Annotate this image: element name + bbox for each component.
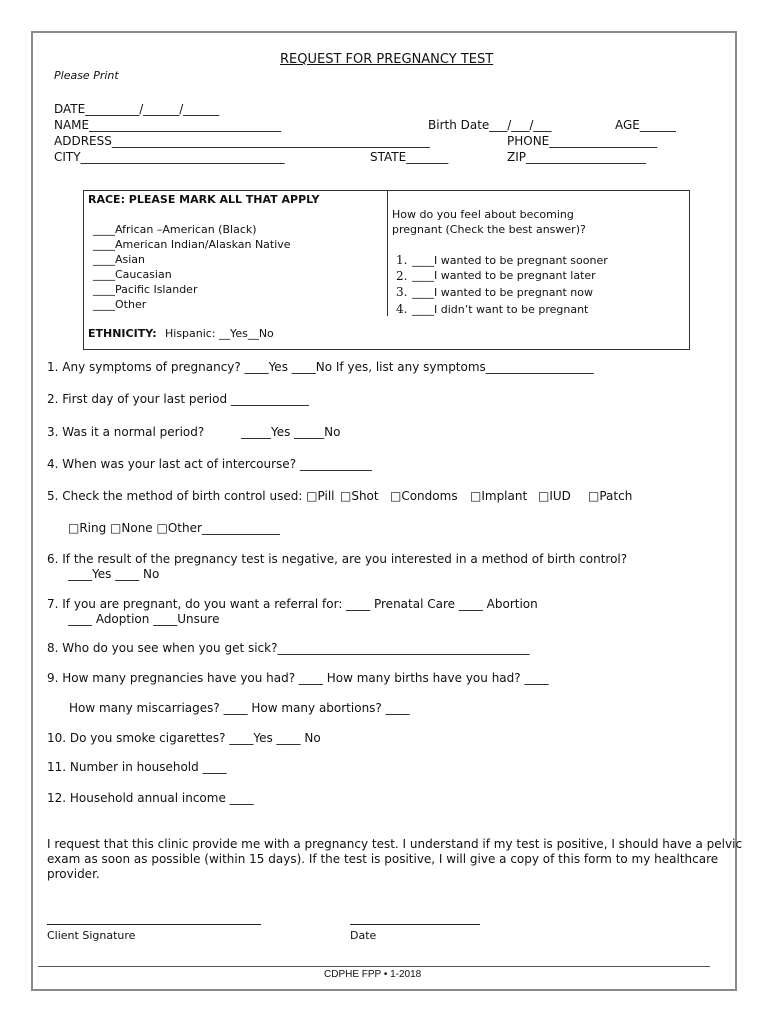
feel-option-number: 4. xyxy=(396,302,408,316)
question-income[interactable]: 12. Household annual income ____ xyxy=(47,791,254,805)
please-print-note: Please Print xyxy=(54,69,119,82)
race-heading: RACE: PLEASE MARK ALL THAT APPLY xyxy=(88,193,320,206)
question-referral[interactable]: 7. If you are pregnant, do you want a referral for: ____ Prenatal Care ____ Abortion xyxy=(47,597,538,611)
question-normal-period: 3. Was it a normal period? xyxy=(47,425,205,439)
race-option-american-indian[interactable]: ____American Indian/Alaskan Native xyxy=(93,238,291,251)
phone-field[interactable]: PHONE__________________ xyxy=(507,134,658,148)
city-field[interactable]: CITY__________________________________ xyxy=(54,150,285,164)
state-field[interactable]: STATE_______ xyxy=(370,150,449,164)
race-option-other[interactable]: ____Other xyxy=(93,298,147,311)
feel-option-later[interactable]: ____I wanted to be pregnant later xyxy=(412,269,596,282)
question-birth-control[interactable]: 5. Check the method of birth control used: □Pill xyxy=(47,489,335,503)
question-birth-control-interest: 6. If the result of the pregnancy test is negative, are you interested in a method of birth control? xyxy=(47,552,628,566)
question-miscarriages-abortions[interactable]: How many miscarriages? ____ How many abortions? ____ xyxy=(69,701,410,715)
question-household[interactable]: 11. Number in household ____ xyxy=(47,760,227,774)
question-normal-period-answer[interactable]: _____Yes _____No xyxy=(241,425,341,439)
address-field[interactable]: ADDRESS_____________________________________________________ xyxy=(54,134,430,148)
race-option-pacific-islander[interactable]: ____Pacific Islander xyxy=(93,283,198,296)
signature-date-label: Date xyxy=(350,929,377,942)
birth-control-implant[interactable]: □Implant xyxy=(470,489,528,503)
form-title: REQUEST FOR PREGNANCY TEST xyxy=(280,52,494,67)
client-signature-label: Client Signature xyxy=(47,929,136,942)
birth-control-condoms[interactable]: □Condoms xyxy=(390,489,458,503)
birth-date-field[interactable]: Birth Date___/___/___ xyxy=(428,118,552,132)
footer-code: CDPHE FPP • 1-2018 xyxy=(324,969,422,980)
question-symptoms[interactable]: 1. Any symptoms of pregnancy? ____Yes ____No If yes, list any symptoms__________________ xyxy=(47,360,594,374)
signature-date-line[interactable] xyxy=(350,924,480,925)
client-signature-line[interactable] xyxy=(47,924,261,925)
birth-control-iud[interactable]: □IUD xyxy=(538,489,571,503)
feel-option-number: 2. xyxy=(396,269,408,283)
race-option-caucasian[interactable]: ____Caucasian xyxy=(93,268,172,281)
zip-field[interactable]: ZIP____________________ xyxy=(507,150,646,164)
age-field[interactable]: AGE______ xyxy=(615,118,676,132)
consent-line1: I request that this clinic provide me with a pregnancy test. I understand if my test is positive, I should have a pelvic xyxy=(47,837,743,851)
ethnicity-label: ETHNICITY: xyxy=(88,327,157,340)
name-field[interactable]: NAME________________________________ xyxy=(54,118,282,132)
referral-more[interactable]: ____ Adoption ____Unsure xyxy=(68,612,220,626)
question-smoke[interactable]: 10. Do you smoke cigarettes? ____Yes ____ No xyxy=(47,731,321,745)
feel-question-line2: pregnant (Check the best answer)? xyxy=(392,223,586,236)
race-feel-box xyxy=(83,190,690,350)
birth-control-interest-answer[interactable]: ____Yes ____ No xyxy=(68,567,160,581)
birth-control-more[interactable]: □Ring □None □Other_____________ xyxy=(68,521,280,535)
date-field[interactable]: DATE_________/______/______ xyxy=(54,102,220,116)
race-option-african-american[interactable]: ____African –American (Black) xyxy=(93,223,257,236)
birth-control-patch[interactable]: □Patch xyxy=(588,489,633,503)
feel-question-line1: How do you feel about becoming xyxy=(392,208,574,221)
question-pregnancies-births[interactable]: 9. How many pregnancies have you had? ____ How many births have you had? ____ xyxy=(47,671,549,685)
feel-option-number: 3. xyxy=(396,285,408,299)
question-intercourse[interactable]: 4. When was your last act of intercourse? ____________ xyxy=(47,457,372,471)
birth-control-shot[interactable]: □Shot xyxy=(340,489,379,503)
feel-option-didnt-want[interactable]: ____I didn’t want to be pregnant xyxy=(412,303,589,316)
question-last-period[interactable]: 2. First day of your last period _____________ xyxy=(47,392,309,406)
consent-line2: exam as soon as possible (within 15 days). If the test is positive, I will give a copy of this form to my healthcare xyxy=(47,852,719,866)
footer-divider xyxy=(38,966,710,967)
race-option-asian[interactable]: ____Asian xyxy=(93,253,146,266)
ethnicity-hispanic-field[interactable]: Hispanic: __Yes__No xyxy=(165,327,274,340)
feel-option-number: 1. xyxy=(396,253,408,267)
feel-option-sooner[interactable]: ____I wanted to be pregnant sooner xyxy=(412,254,608,267)
box-divider xyxy=(387,191,388,316)
feel-option-now[interactable]: ____I wanted to be pregnant now xyxy=(412,286,594,299)
consent-line3: provider. xyxy=(47,867,100,881)
question-sick-provider[interactable]: 8. Who do you see when you get sick?__________________________________________ xyxy=(47,641,530,655)
